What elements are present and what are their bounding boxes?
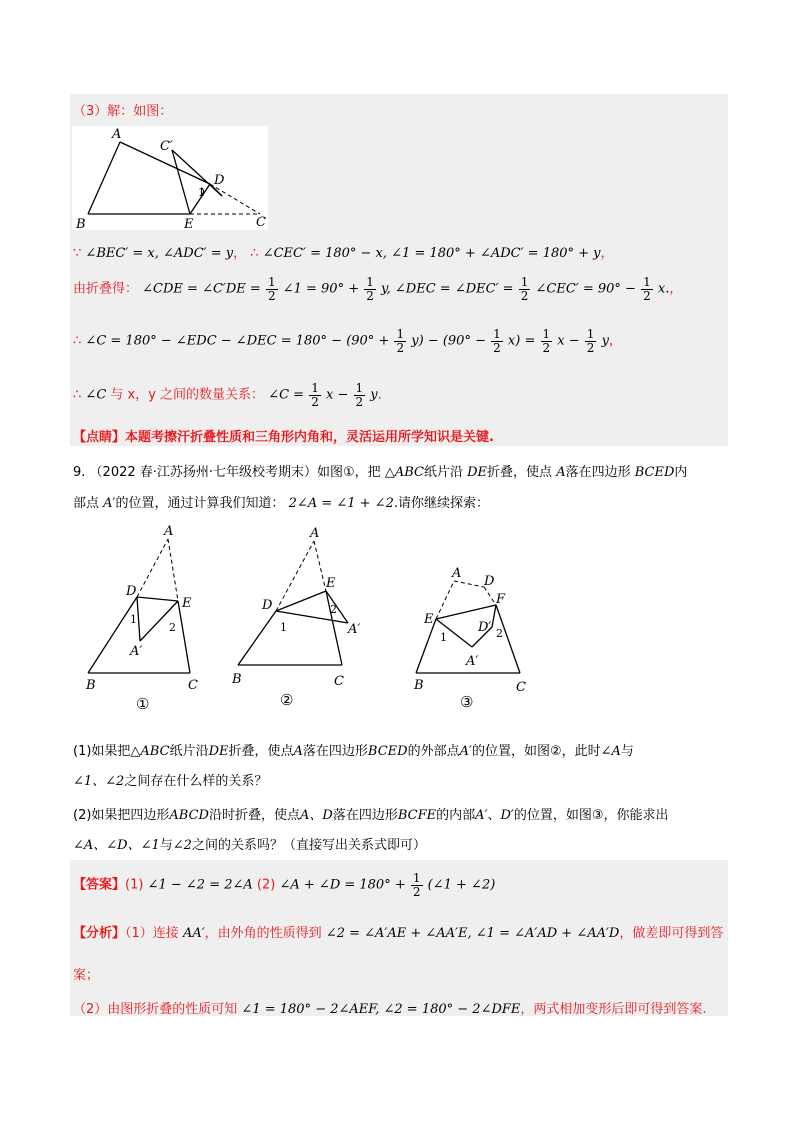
analysis-line-1: 【分析】（1）连接 AA′，由外角的性质得到 ∠2 = ∠A′AE + ∠AA′E, ∠1 = ∠A′AD + ∠AA′D，做差即可得到答 [73,926,724,941]
analysis-line-2: 案； [73,968,100,983]
figure-fold-triangle [72,126,268,230]
svg-text:B: B [232,672,242,687]
question-9-part-1: (1)如果把△ABC纸片沿DE折叠，使点A落在四边形BCED的外部点A′的位置，如图②，此时∠A与 [73,744,634,759]
label-C: C [256,215,266,230]
label-D: D [214,173,225,188]
question-9-part-1-cont: ∠1、∠2之间存在什么样的关系？ [73,774,268,789]
svg-text:E: E [326,576,336,591]
svg-text:F: F [496,592,506,607]
svg-text:1: 1 [130,613,137,626]
figure-3 [413,566,526,711]
svg-text:C: C [188,678,198,693]
question-9-line-1: 9. （2022 春·江苏扬州·七年级校考期末）如图①，把 △ABC纸片沿 DE折叠，使点 A落在四边形 BCED内 [73,465,688,480]
svg-text:E: E [182,596,192,611]
svg-text:D: D [262,598,273,613]
svg-text:C: C [516,680,526,695]
label-A: A [112,127,122,142]
svg-text:A: A [164,525,174,539]
svg-text:E: E [424,612,434,627]
svg-text:B: B [414,678,424,693]
svg-text:A′: A′ [348,622,361,637]
svg-text:B: B [86,678,96,693]
label-1: 1 [198,186,205,199]
svg-text:1: 1 [280,621,287,634]
svg-text:D: D [126,584,137,599]
svg-text:A′: A′ [130,644,143,659]
solution-line-4: ∴ ∠C 与 x，y 之间的数量关系： ∠C = $\frac{1}{2}$ x − $\frac{1}{2}$ y. [73,381,382,409]
part3-header: （3）解：如图： [73,104,173,119]
svg-text:③: ③ [460,693,474,711]
question-9-line-2: 部点 A′的位置，通过计算我们知道： 2∠A = ∠1 + ∠2.请你继续探索： [73,496,489,511]
svg-text:A: A [310,526,320,541]
svg-text:2: 2 [496,627,503,640]
svg-text:A′: A′ [466,654,479,669]
figure-2 [231,526,360,709]
figure-set-q9 [80,525,540,715]
analysis-line-3: （2）由图形折叠的性质可知 ∠1 = 180° − 2∠AEF, ∠2 = 180° − 2∠DFE，两式相加变形后即可得到答案. [73,1002,707,1017]
svg-text:①: ① [136,695,150,713]
svg-text:C: C [334,674,344,689]
svg-text:2: 2 [169,621,176,634]
solution-line-1: ∵ ∠BEC′ = x, ∠ADC′ = y， ∴ ∠CEC′ = 180° − x, ∠1 = 180° + ∠ADC′ = 180° + y， [73,246,614,261]
svg-text:D: D [484,574,495,589]
label-B: B [76,217,86,230]
comment-line: 【点睛】本题考擦汗折叠性质和三角形内角和，灵活运用所学知识是关键. [73,430,494,445]
svg-text:2: 2 [330,603,337,616]
question-9-part-2-cont: ∠A、∠D、∠1与∠2之间的关系吗？（直接写出关系式即可） [73,838,426,853]
solution-line-2: 由折叠得： ∠CDE = ∠C′DE = $\frac{1}{2}$ ∠1 = 90° + $\frac{1}{2}$ y, ∠DEC = ∠DEC′ = $\frac{1}{2}$ ∠CEC′ = 90° − $\frac{1}{2}$ x.， [73,275,683,303]
svg-text:②: ② [280,691,294,709]
svg-text:1: 1 [440,631,447,644]
figure-1 [85,525,198,713]
svg-text:D′: D′ [478,620,492,635]
label-C-prime: C′ [160,139,173,154]
svg-text:A: A [452,566,462,581]
label-E: E [184,217,194,230]
question-9-part-2: (2)如果把四边形ABCD沿时折叠，使点A、D落在四边形BCFE的内部A′、D′的位置，如图③，你能求出 [73,808,669,823]
answer-line: 【答案】(1) ∠1 − ∠2 = 2∠A (2) ∠A + ∠D = 180° + $\frac{1}{2}$ (∠1 + ∠2) [73,871,496,899]
solution-line-3: ∴ ∠C = 180° − ∠EDC − ∠DEC = 180° − (90° + $\frac{1}{2}$ y) − (90° − $\frac{1}{2}$ x) = $\frac{1}{2}$ x − $\frac{1}{2}$ y， [73,327,622,355]
